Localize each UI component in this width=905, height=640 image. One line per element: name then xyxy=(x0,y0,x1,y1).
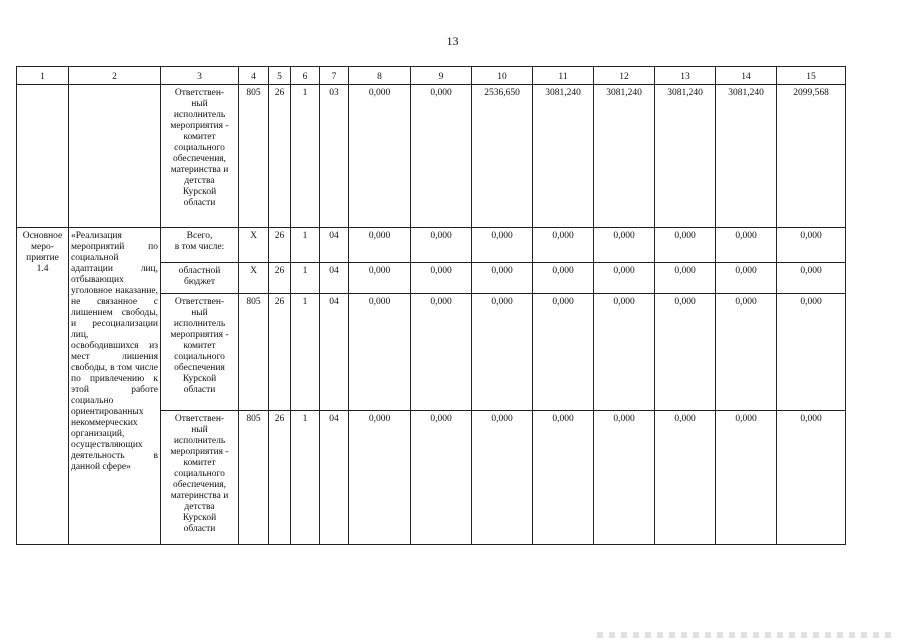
value-cell: 0,000 xyxy=(655,294,716,411)
header-cell: 6 xyxy=(291,67,320,85)
responsible-cell: областной бюджет xyxy=(161,263,239,294)
header-cell: 2 xyxy=(69,67,161,85)
code-cell-c6: 1 xyxy=(291,228,320,263)
value-cell: 3081,240 xyxy=(716,85,777,228)
value-cell: 0,000 xyxy=(716,411,777,545)
value-cell: 0,000 xyxy=(533,263,594,294)
header-row xyxy=(17,67,846,85)
value-cell: 0,000 xyxy=(655,411,716,545)
value-cell: 3081,240 xyxy=(594,85,655,228)
header-cell: 14 xyxy=(716,67,777,85)
header-cell: 7 xyxy=(320,67,349,85)
header-cell: 12 xyxy=(594,67,655,85)
header-cell: 8 xyxy=(349,67,411,85)
row-empty-col1 xyxy=(17,85,69,228)
header-cell: 10 xyxy=(472,67,533,85)
value-cell: 0,000 xyxy=(533,294,594,411)
code-cell-c5: 26 xyxy=(269,85,291,228)
code-cell-c5: 26 xyxy=(269,411,291,545)
value-cell: 0,000 xyxy=(594,263,655,294)
value-cell: 0,000 xyxy=(716,263,777,294)
value-cell: 0,000 xyxy=(655,228,716,263)
code-cell-c7: 03 xyxy=(320,85,349,228)
code-cell-c7: 04 xyxy=(320,411,349,545)
code-cell-c5: 26 xyxy=(269,263,291,294)
value-cell: 0,000 xyxy=(777,294,846,411)
code-cell-c5: 26 xyxy=(269,294,291,411)
value-cell: 0,000 xyxy=(716,294,777,411)
event-label: Основное меро- приятие 1.4 xyxy=(17,228,69,545)
value-cell: 0,000 xyxy=(472,228,533,263)
value-cell: 0,000 xyxy=(716,228,777,263)
value-cell: 0,000 xyxy=(411,294,472,411)
header-cell: 5 xyxy=(269,67,291,85)
value-cell: 0,000 xyxy=(594,411,655,545)
value-cell: 2536,650 xyxy=(472,85,533,228)
header-cell: 15 xyxy=(777,67,846,85)
value-cell: 3081,240 xyxy=(533,85,594,228)
scan-artifact xyxy=(597,632,897,638)
code-cell-c7: 04 xyxy=(320,294,349,411)
code-cell-c6: 1 xyxy=(291,85,320,228)
table-row xyxy=(17,228,846,263)
code-cell-c4: 805 xyxy=(239,411,269,545)
value-cell: 2099,568 xyxy=(777,85,846,228)
value-cell: 0,000 xyxy=(349,263,411,294)
code-cell-c4: 805 xyxy=(239,85,269,228)
value-cell: 0,000 xyxy=(411,263,472,294)
value-cell: 0,000 xyxy=(472,411,533,545)
value-cell: 0,000 xyxy=(411,228,472,263)
value-cell: 0,000 xyxy=(777,411,846,545)
value-cell: 0,000 xyxy=(349,294,411,411)
row-empty-col2 xyxy=(69,85,161,228)
code-cell-c4: X xyxy=(239,263,269,294)
responsible-cell: Ответствен- ный исполнитель мероприятия - комитет социального обеспечения Курской области xyxy=(161,294,239,411)
code-cell-c4: 805 xyxy=(239,294,269,411)
value-cell: 0,000 xyxy=(472,263,533,294)
code-cell-c4: X xyxy=(239,228,269,263)
code-cell-c5: 26 xyxy=(269,228,291,263)
value-cell: 0,000 xyxy=(472,294,533,411)
code-cell-c6: 1 xyxy=(291,294,320,411)
value-cell: 0,000 xyxy=(533,411,594,545)
header-cell: 4 xyxy=(239,67,269,85)
budget-table xyxy=(16,66,846,545)
value-cell: 0,000 xyxy=(411,85,472,228)
code-cell-c7: 04 xyxy=(320,263,349,294)
code-cell-c7: 04 xyxy=(320,228,349,263)
responsible-cell: Всего, в том числе: xyxy=(161,228,239,263)
value-cell: 0,000 xyxy=(533,228,594,263)
value-cell: 3081,240 xyxy=(655,85,716,228)
value-cell: 0,000 xyxy=(777,228,846,263)
code-cell-c6: 1 xyxy=(291,411,320,545)
header-cell: 13 xyxy=(655,67,716,85)
header-cell: 3 xyxy=(161,67,239,85)
value-cell: 0,000 xyxy=(411,411,472,545)
header-cell: 9 xyxy=(411,67,472,85)
value-cell: 0,000 xyxy=(594,228,655,263)
event-description: «Реализация мероприятий по социальной адаптации лиц, отбывающих уголовное наказание, не связанное с лишением свободы, и ресоциализации лиц, освободившихся из мест лишения свободы, в том числе по привлечению к этой работе социально ориентированных некоммерческих организаций, осуществляющих деятельность в данной сфере» xyxy=(69,228,161,545)
value-cell: 0,000 xyxy=(349,228,411,263)
code-cell-c6: 1 xyxy=(291,263,320,294)
responsible-cell: Ответствен- ный исполнитель мероприятия - комитет социального обеспечения, материнства и детства Курской области xyxy=(161,85,239,228)
value-cell: 0,000 xyxy=(349,411,411,545)
responsible-cell: Ответствен- ный исполнитель мероприятия - комитет социального обеспечения, материнства и детства Курской области xyxy=(161,411,239,545)
page-number: 13 xyxy=(446,34,459,48)
table-row xyxy=(17,85,846,228)
header-cell: 1 xyxy=(17,67,69,85)
value-cell: 0,000 xyxy=(594,294,655,411)
value-cell: 0,000 xyxy=(655,263,716,294)
header-cell: 11 xyxy=(533,67,594,85)
value-cell: 0,000 xyxy=(777,263,846,294)
value-cell: 0,000 xyxy=(349,85,411,228)
